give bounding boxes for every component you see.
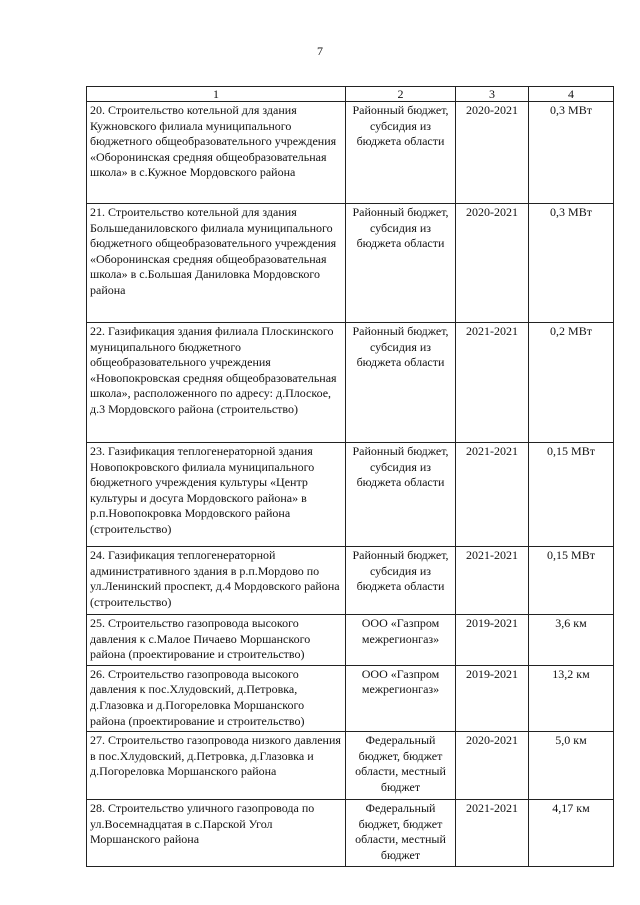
capacity: 0,2 МВт <box>529 323 614 443</box>
period: 2021-2021 <box>456 443 529 547</box>
period: 2020-2021 <box>456 102 529 204</box>
funding-source: Федеральный бюджет, бюджет области, местный бюджет <box>346 800 456 866</box>
period: 2020-2021 <box>456 732 529 800</box>
capacity: 0,3 МВт <box>529 102 614 204</box>
table-row <box>87 102 614 204</box>
funding-source: Районный бюджет, субсидия из бюджета области <box>346 102 456 204</box>
project-name: 28. Строительство уличного газопровода по ул.Восемнадцатая в с.Парской Угол Моршанского района <box>87 800 346 866</box>
funding-source: Федеральный бюджет, бюджет области, местный бюджет <box>346 732 456 800</box>
capacity: 13,2 км <box>529 665 614 731</box>
funding-source: Районный бюджет, субсидия из бюджета области <box>346 443 456 547</box>
table-row <box>87 800 614 866</box>
table-row <box>87 547 614 615</box>
project-name: 26. Строительство газопровода высокого давления к пос.Хлудовский, д.Петровка, д.Глазовка и д.Погореловка Моршанского района (проектирование и строительство) <box>87 665 346 731</box>
capacity: 0,15 МВт <box>529 547 614 615</box>
funding-source: Районный бюджет, субсидия из бюджета области <box>346 323 456 443</box>
project-name: 24. Газификация теплогенераторной административного здания в р.п.Мордово по ул.Ленинский проспект, д.4 Мордовского района (строительство) <box>87 547 346 615</box>
header-cell-2: 2 <box>346 87 456 102</box>
table-row <box>87 443 614 547</box>
page-number: 7 <box>317 44 323 58</box>
capacity: 0,15 МВт <box>529 443 614 547</box>
period: 2021-2021 <box>456 547 529 615</box>
capacity: 0,3 МВт <box>529 204 614 323</box>
period: 2019-2021 <box>456 615 529 666</box>
table-row <box>87 204 614 323</box>
projects-table <box>86 86 614 867</box>
header-cell-1: 1 <box>87 87 346 102</box>
capacity: 4,17 км <box>529 800 614 866</box>
table-row <box>87 732 614 800</box>
period: 2020-2021 <box>456 204 529 323</box>
table-row <box>87 665 614 731</box>
funding-source: Районный бюджет, субсидия из бюджета области <box>346 204 456 323</box>
project-name: 25. Строительство газопровода высокого давления к с.Малое Пичаево Моршанского района (проектирование и строительство) <box>87 615 346 666</box>
project-name: 23. Газификация теплогенераторной здания Новопокровского филиала муниципального бюджетного учреждения культуры «Центр культуры и досуга Мордовского района» в р.п.Новопокровка Мордовского района (строительство) <box>87 443 346 547</box>
capacity: 5,0 км <box>529 732 614 800</box>
table-row <box>87 615 614 666</box>
table-header-row <box>87 87 614 102</box>
period: 2021-2021 <box>456 323 529 443</box>
table-row <box>87 323 614 443</box>
project-name: 22. Газификация здания филиала Плоскинского муниципального бюджетного общеобразовательного учреждения «Новопокровская средняя общеобразовательная школа», расположенного по адресу: д.Плоское, д.3 Мордовского района (строительство) <box>87 323 346 443</box>
project-name: 21. Строительство котельной для здания Большеданиловского филиала муниципального бюджетного общеобразовательного учреждения «Оборонинская средняя общеобразовательная школа» в с.Большая Даниловка Мордовского района <box>87 204 346 323</box>
period: 2021-2021 <box>456 800 529 866</box>
period: 2019-2021 <box>456 665 529 731</box>
capacity: 3,6 км <box>529 615 614 666</box>
header-cell-4: 4 <box>529 87 614 102</box>
funding-source: Районный бюджет, субсидия из бюджета области <box>346 547 456 615</box>
header-cell-3: 3 <box>456 87 529 102</box>
funding-source: ООО «Газпром межрегионгаз» <box>346 665 456 731</box>
project-name: 27. Строительство газопровода низкого давления в пос.Хлудовский, д.Петровка, д.Глазовка и д.Погореловка Моршанского района <box>87 732 346 800</box>
project-name: 20. Строительство котельной для здания Кужновского филиала муниципального бюджетного общеобразовательного учреждения «Оборонинская средняя общеобразовательная школа» в с.Кужное Мордовского района <box>87 102 346 204</box>
funding-source: ООО «Газпром межрегионгаз» <box>346 615 456 666</box>
